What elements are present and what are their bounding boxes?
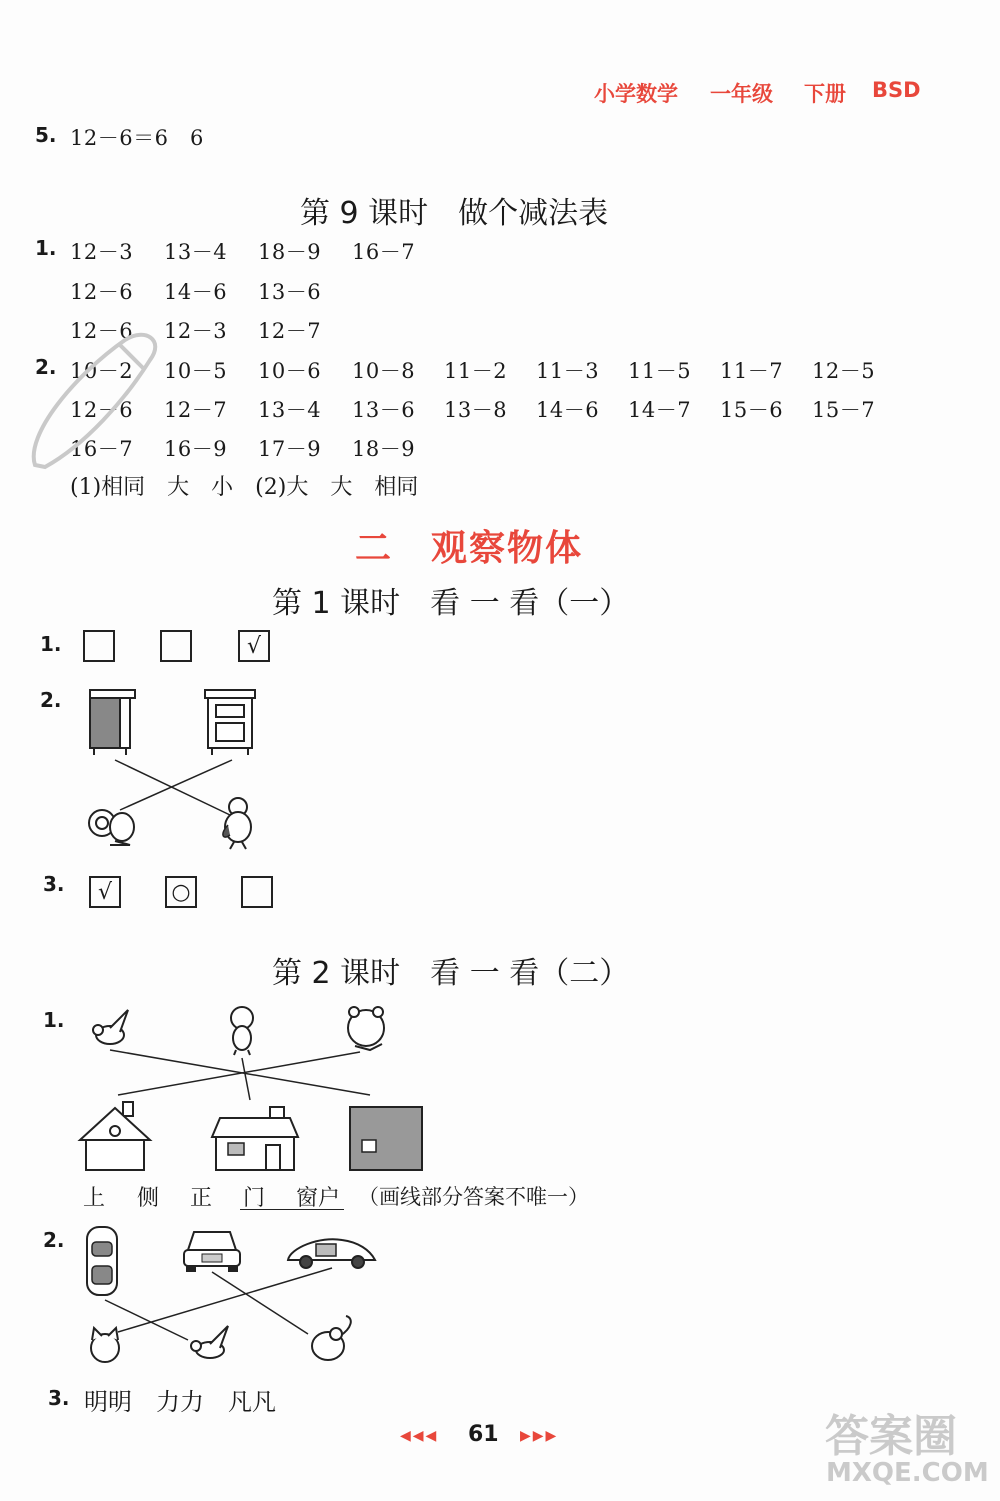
dresser-front-icon bbox=[205, 690, 255, 755]
header-edition: BSD bbox=[872, 78, 921, 102]
question-number: 3. bbox=[43, 872, 65, 896]
equation: 11－7 bbox=[720, 359, 784, 383]
question-number: 1. bbox=[43, 1008, 65, 1032]
equation: 18－9 bbox=[352, 437, 416, 461]
equation: 12－3 bbox=[70, 240, 134, 264]
page-number: 61 bbox=[468, 1422, 499, 1447]
equation: 10－2 bbox=[70, 359, 134, 383]
equation: 11－3 bbox=[536, 359, 600, 383]
equation: 14－6 bbox=[164, 280, 228, 304]
answer-text: (1)相同 大 小 (2)大 大 相同 bbox=[70, 475, 419, 500]
header-volume: 下册 bbox=[804, 82, 846, 106]
lesson-title: 第 2 课时 看 一 看（二） bbox=[272, 956, 630, 991]
equation: 12－6 bbox=[70, 280, 134, 304]
answer-word: 门 bbox=[243, 1186, 266, 1211]
answer-word: 上 bbox=[83, 1186, 106, 1211]
prev-arrows-icon: ◀◀◀ bbox=[400, 1428, 439, 1444]
chapter-title: 二 观察物体 bbox=[355, 528, 584, 569]
answer-box-checked: √ bbox=[238, 630, 270, 662]
equation: 10－8 bbox=[352, 359, 416, 383]
equation: 13－4 bbox=[164, 240, 228, 264]
equation: 15－6 bbox=[720, 398, 784, 422]
answer-box-circle: ○ bbox=[165, 876, 197, 908]
equation: 13－4 bbox=[258, 398, 322, 422]
matching-figure bbox=[70, 685, 290, 860]
answer-box bbox=[241, 876, 273, 908]
dresser-side-icon bbox=[90, 690, 135, 755]
next-arrows-icon: ▶▶▶ bbox=[520, 1428, 559, 1444]
question-number: 3. bbox=[48, 1386, 70, 1410]
equation: 15－7 bbox=[812, 398, 876, 422]
mouse-icon bbox=[89, 810, 134, 845]
elephant-icon bbox=[312, 1316, 351, 1360]
question-number: 2. bbox=[40, 688, 62, 712]
bear-icon bbox=[348, 1007, 384, 1050]
matching-figure bbox=[70, 1000, 440, 1180]
equation: 12－3 bbox=[164, 319, 228, 343]
car-front-icon bbox=[184, 1232, 240, 1272]
header-subject: 小学数学 bbox=[594, 82, 678, 106]
matching-figure bbox=[70, 1222, 390, 1372]
cat-icon bbox=[91, 1328, 119, 1362]
equation: 12－7 bbox=[164, 398, 228, 422]
monkey-icon bbox=[231, 1007, 253, 1055]
equation: 16－9 bbox=[164, 437, 228, 461]
answer-word: 正 bbox=[190, 1186, 213, 1211]
header-grade: 一年级 bbox=[710, 82, 773, 106]
equation: 11－5 bbox=[628, 359, 692, 383]
answer-note: （画线部分答案不唯一） bbox=[358, 1185, 589, 1209]
lesson-title: 第 9 课时 做个减法表 bbox=[300, 196, 609, 231]
dove-icon bbox=[93, 1010, 128, 1044]
equation: 10－5 bbox=[164, 359, 228, 383]
equation: 13－6 bbox=[258, 280, 322, 304]
question-number: 1. bbox=[40, 632, 62, 656]
house-side-icon bbox=[80, 1102, 150, 1170]
car-side-icon bbox=[288, 1239, 375, 1268]
car-top-icon bbox=[87, 1227, 117, 1295]
answer-word: 窗户 bbox=[296, 1186, 341, 1211]
equation: 18－9 bbox=[258, 240, 322, 264]
equation: 16－7 bbox=[352, 240, 416, 264]
equation: 12－5 bbox=[812, 359, 876, 383]
lesson-title: 第 1 课时 看 一 看（一） bbox=[272, 586, 630, 621]
pencil-sketch-icon bbox=[15, 315, 160, 475]
equation: 12－6 bbox=[70, 398, 134, 422]
equation: 13－8 bbox=[444, 398, 508, 422]
house-front-icon bbox=[212, 1107, 298, 1170]
bird-icon bbox=[223, 798, 251, 849]
equation: 17－9 bbox=[258, 437, 322, 461]
answer-box bbox=[83, 630, 115, 662]
answer-box bbox=[160, 630, 192, 662]
equation: 14－7 bbox=[628, 398, 692, 422]
equation: 16－7 bbox=[70, 437, 134, 461]
answer-word: 侧 bbox=[137, 1186, 160, 1211]
equation: 13－6 bbox=[352, 398, 416, 422]
question-number: 1. bbox=[35, 236, 57, 260]
equation: 11－2 bbox=[444, 359, 508, 383]
answer-text: 12－6＝6 6 bbox=[70, 126, 204, 150]
house-top-icon bbox=[350, 1107, 422, 1170]
question-number: 2. bbox=[43, 1228, 65, 1252]
equation: 12－7 bbox=[258, 319, 322, 343]
equation: 14－6 bbox=[536, 398, 600, 422]
answer-underline bbox=[240, 1209, 344, 1210]
watermark-url: MXQE.COM bbox=[826, 1458, 989, 1488]
question-number: 2. bbox=[35, 355, 57, 379]
watermark-logo: 答案圈 bbox=[825, 1411, 957, 1462]
dove-icon bbox=[191, 1326, 228, 1358]
equation: 10－6 bbox=[258, 359, 322, 383]
answer-names: 明明 力力 凡凡 bbox=[84, 1388, 276, 1416]
equation: 12－6 bbox=[70, 319, 134, 343]
answer-box-checked: √ bbox=[89, 876, 121, 908]
question-number: 5. bbox=[35, 123, 57, 147]
